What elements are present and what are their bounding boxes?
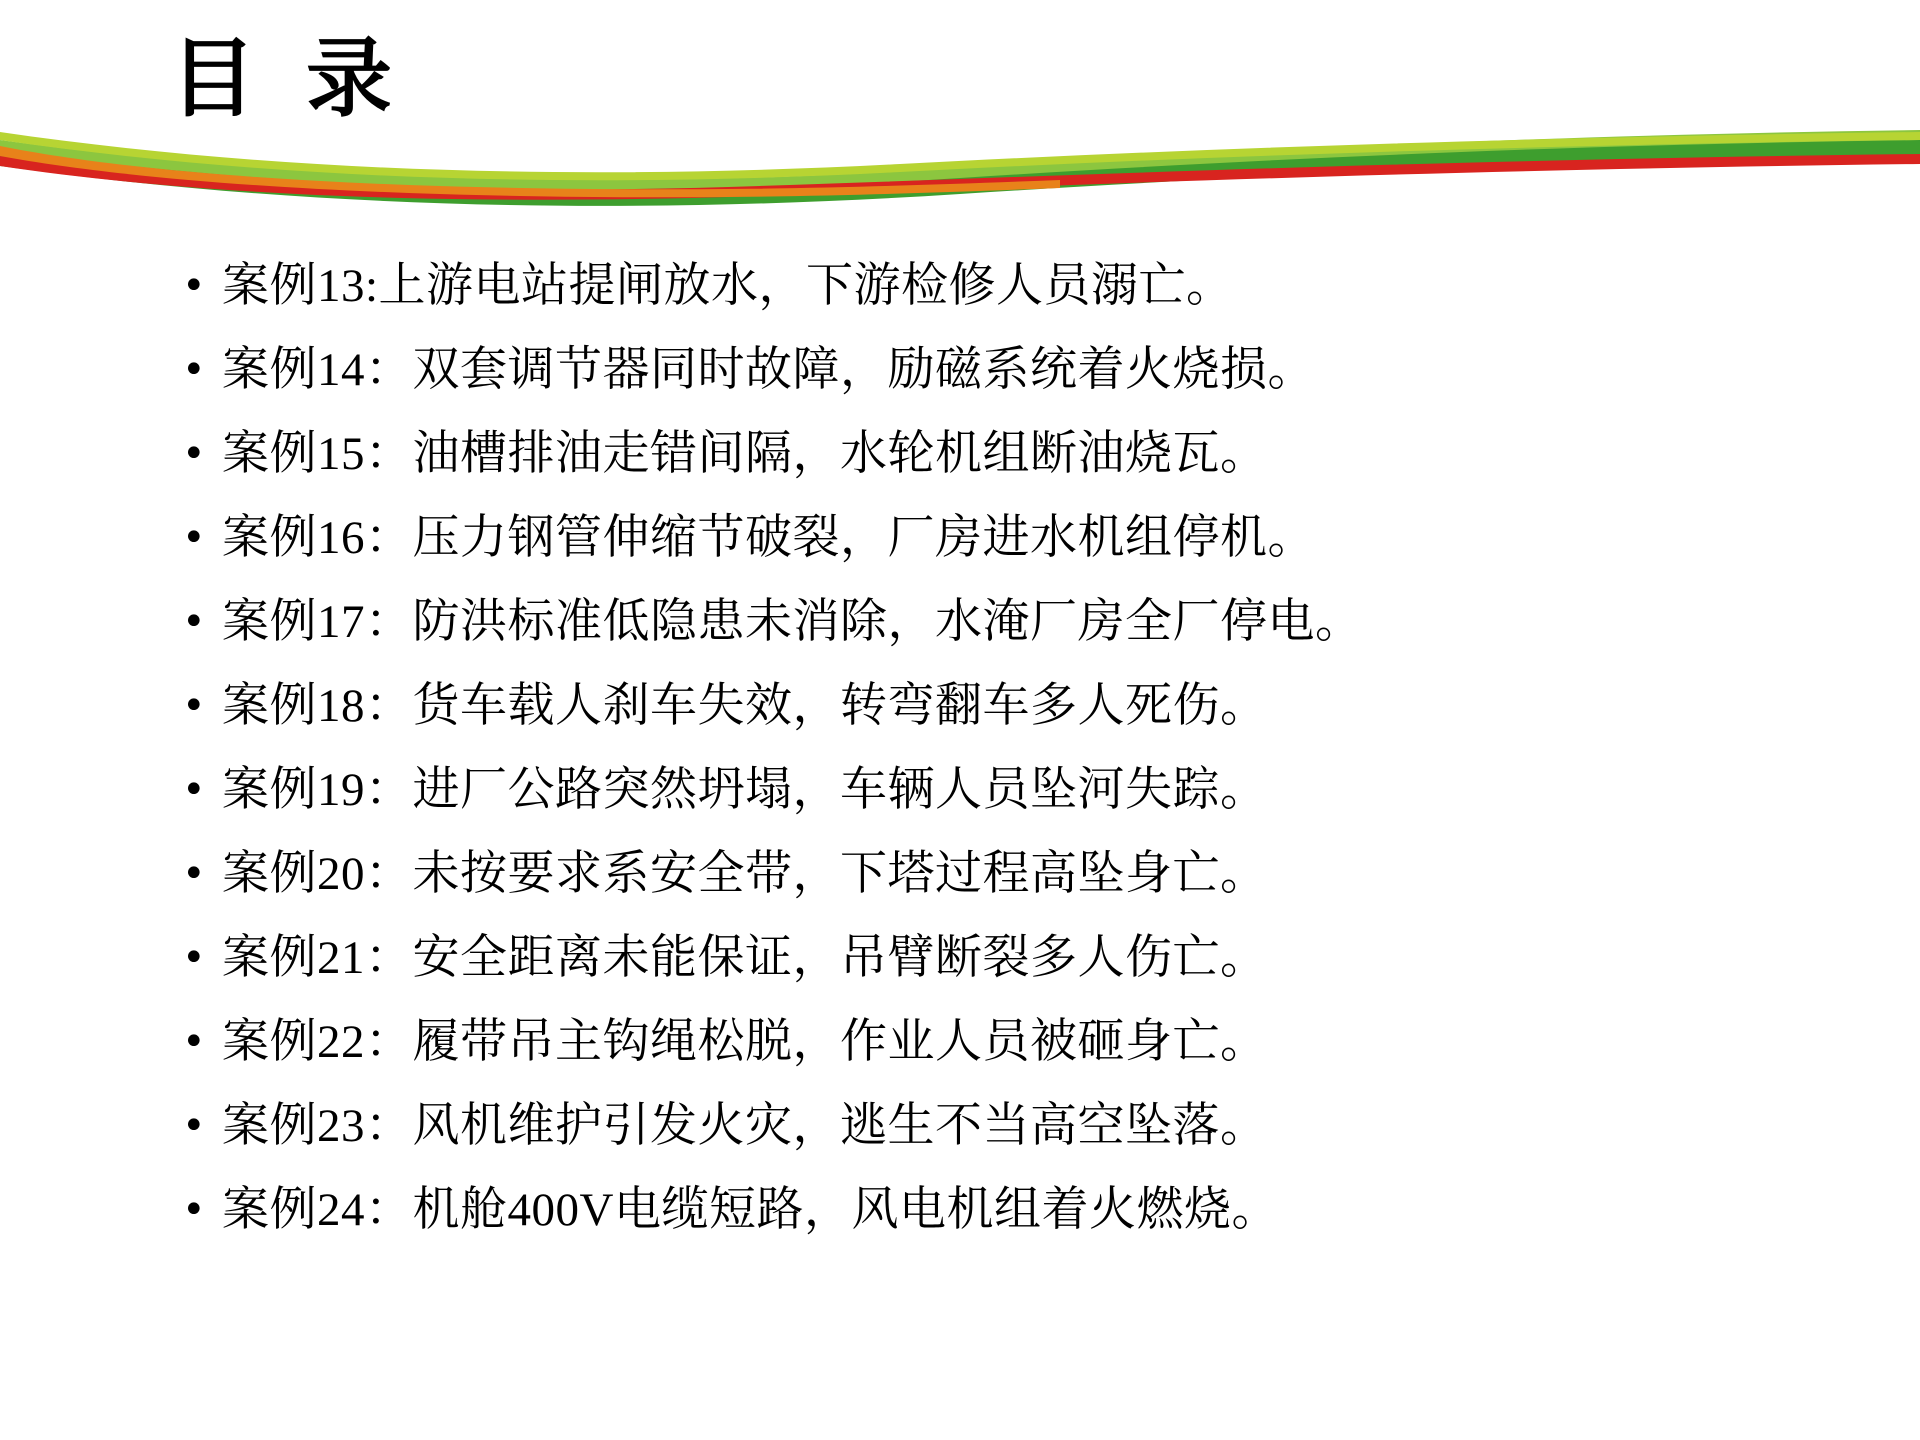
page-title: 目 录 [170, 29, 402, 129]
list-item[interactable] [0, 843, 1920, 927]
decorative-banner [0, 130, 1920, 210]
list-item-label: 案例14：双套调节器同时故障，励磁系统着火烧损。 [222, 344, 1315, 396]
bullet-icon: • [182, 935, 206, 981]
bullet-icon: • [182, 431, 206, 477]
list-item-label: 案例23：风机维护引发火灾，逃生不当高空坠落。 [222, 1100, 1268, 1152]
list-item-label: 案例18：货车载人刹车失效，转弯翻车多人死伤。 [222, 680, 1268, 732]
list-item[interactable] [0, 1095, 1920, 1179]
bullet-icon: • [182, 515, 206, 561]
list-item[interactable] [0, 927, 1920, 1011]
bullet-icon: • [182, 767, 206, 813]
list-item-label: 案例24：机舱400V电缆短路，风电机组着火燃烧。 [222, 1184, 1279, 1236]
list-item-label: 案例15：油槽排油走错间隔，水轮机组断油烧瓦。 [222, 428, 1268, 480]
list-item[interactable] [0, 675, 1920, 759]
list-item[interactable] [0, 507, 1920, 591]
bullet-icon: • [182, 683, 206, 729]
list-item-label: 案例20：未按要求系安全带，下塔过程高坠身亡。 [222, 848, 1268, 900]
bullet-icon: • [182, 263, 206, 309]
list-item[interactable] [0, 1011, 1920, 1095]
list-item-label: 案例19：进厂公路突然坍塌，车辆人员坠河失踪。 [222, 764, 1268, 816]
bullet-icon: • [182, 1019, 206, 1065]
list-item[interactable] [0, 1179, 1920, 1263]
list-item[interactable] [0, 591, 1920, 675]
list-item-label: 案例16：压力钢管伸缩节破裂，厂房进水机组停机。 [222, 512, 1315, 564]
list-item[interactable] [0, 339, 1920, 423]
toc-list [0, 255, 1920, 1263]
list-item[interactable] [0, 759, 1920, 843]
bullet-icon: • [182, 1103, 206, 1149]
bullet-icon: • [182, 1187, 206, 1233]
list-item-label: 案例17：防洪标准低隐患未消除，水淹厂房全厂停电。 [222, 596, 1363, 648]
bullet-icon: • [182, 851, 206, 897]
list-item[interactable] [0, 255, 1920, 339]
bullet-icon: • [182, 599, 206, 645]
list-item-label: 案例13:上游电站提闸放水，下游检修人员溺亡。 [222, 260, 1234, 312]
list-item-label: 案例22：履带吊主钩绳松脱，作业人员被砸身亡。 [222, 1016, 1268, 1068]
list-item[interactable] [0, 423, 1920, 507]
list-item-label: 案例21：安全距离未能保证，吊臂断裂多人伤亡。 [222, 932, 1268, 984]
bullet-icon: • [182, 347, 206, 393]
